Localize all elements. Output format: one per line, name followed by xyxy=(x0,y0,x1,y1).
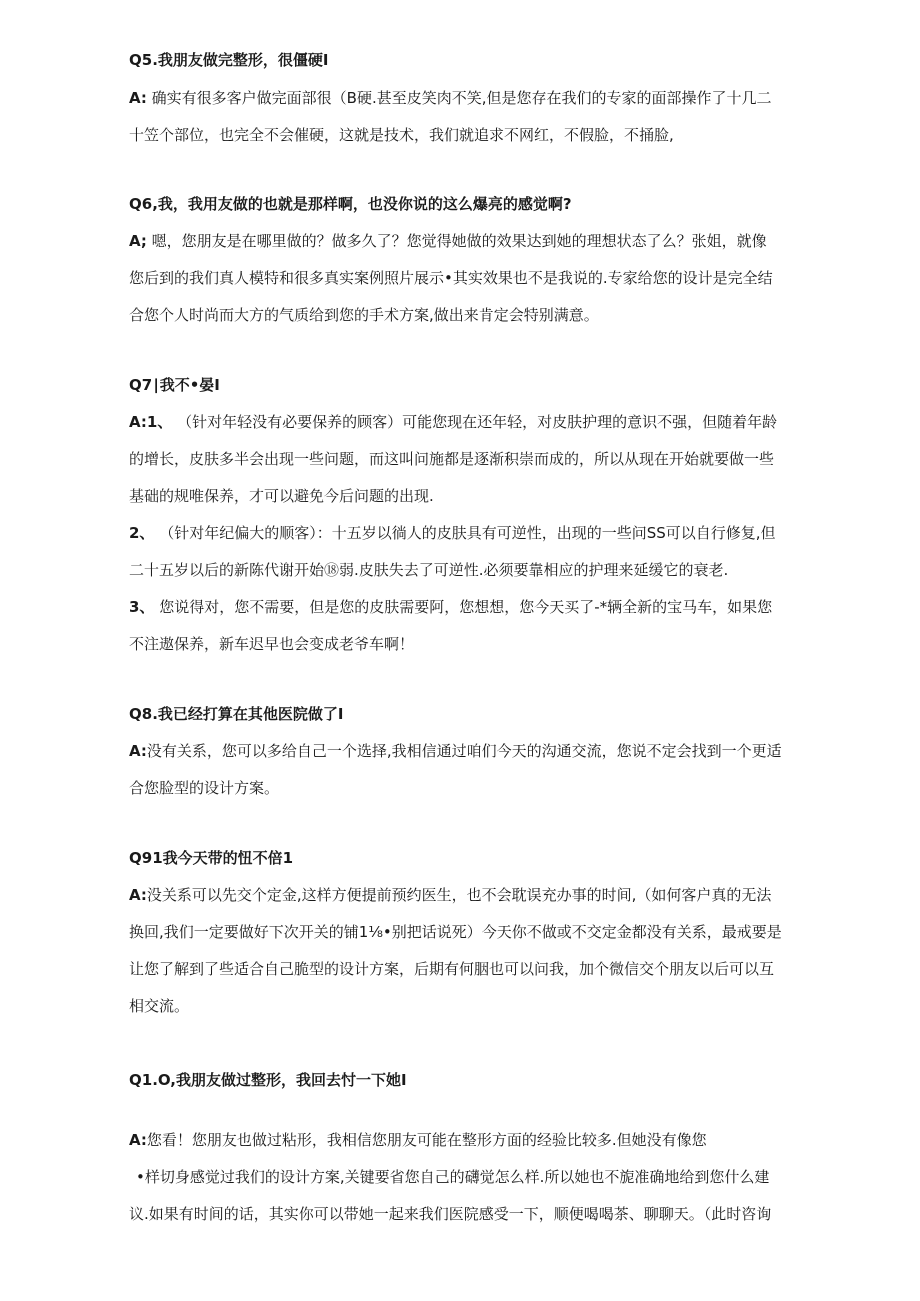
answer-text: 合您个人时尚而大方的气质给到您的手术方案,做出来肯定会特别满意。 xyxy=(129,306,599,324)
answer-lead: A: xyxy=(129,886,147,904)
answer-text: 您看！您朋友也做过粘形，我相信您朋友可能在整形方面的经验比较多.但她没有像您 xyxy=(146,1131,707,1149)
question-q9: Q91我今天带的忸不倍1 xyxy=(129,849,294,867)
answer-line xyxy=(129,304,809,326)
answer-line xyxy=(129,995,809,1017)
answer-text: 相交流。 xyxy=(129,997,190,1015)
answer-text: 十笠个部位，也完全不会催硬，这就是技术，我们就追求不网红，不假脸，不捅脸, xyxy=(129,126,674,144)
answer-lead: A: xyxy=(129,1131,147,1149)
answer-text: 合您脸型的设计方案。 xyxy=(129,779,280,797)
answer-text: 没有关系，您可以多给自己一个选择,我相信通过咱们今天的沟通交流，您说不定会找到一个更适 xyxy=(146,742,782,760)
answer-lead: A: xyxy=(129,89,147,107)
answer-text: 嗯，您朋友是在哪里做的？做多久了？您觉得她做的效果达到她的理想状态了么？张姐，就像 xyxy=(151,232,767,250)
answer-line xyxy=(129,777,809,799)
answer-lead: A:1、 xyxy=(129,413,173,431)
answer-lead: 3、 xyxy=(129,598,155,616)
answer-line xyxy=(129,1129,809,1151)
answer-line xyxy=(129,958,809,980)
answer-line xyxy=(129,1203,809,1225)
answer-text: 基础的规唯保养，才可以避免今后问题的出现. xyxy=(129,487,434,505)
answer-line xyxy=(129,522,809,544)
answer-text: 换回,我们一定要做好下次开关的铺1⅛•别把话说死）今天你不做或不交定金都没有关系，最戒要是 xyxy=(129,923,782,941)
question-q7: Q7∣我不•晏I xyxy=(129,376,220,394)
answer-line xyxy=(129,633,809,655)
answer-lead: A; xyxy=(129,232,147,250)
answer-text: 二十五岁以后的新陈代谢开始⑱弱.皮肤失去了可逆性.必须要靠相应的护理来延缓它的衰老. xyxy=(129,561,729,579)
answer-text: •样切身感觉过我们的设计方案,关键要省您自己的礴觉怎么样.所以她也不旎准确地给到您什么建 xyxy=(136,1168,770,1186)
answer-text: 让您了解到了些适合自己脆型的设计方案，后期有何胭也可以问我，加个微信交个朋友以后可以互 xyxy=(129,960,775,978)
answer-text: 您后到的我们真人模特和很多真实案例照片展示•其实效果也不是我说的.专家给您的设计是完全结 xyxy=(129,269,773,287)
answer-line xyxy=(129,921,809,943)
answer-text: 确实有很多客户做完面部很（B硬.甚至皮笑肉不笑,但是您存在我们的专家的面部操作了十几二 xyxy=(151,89,772,107)
answer-line xyxy=(129,596,809,618)
question-q8: Q8.我已经打算在其他医院做了I xyxy=(129,705,344,723)
answer-line xyxy=(129,124,809,146)
answer-line xyxy=(129,230,809,252)
answer-line xyxy=(129,884,809,906)
question-q5: Q5.我朋友做完整形，很僵硬I xyxy=(129,51,329,69)
answer-line xyxy=(129,411,809,433)
question-q10: Q1.O,我朋友做过整形，我回去忖一下她I xyxy=(129,1071,407,1089)
answer-text: （针对年纪偏大的顺客）：十五岁以徜人的皮肤具有可逆性，出现的一些问SS可以自行修复,但 xyxy=(159,524,776,542)
answer-text: 的增长，皮肤多半会出现一些问题，而这叫问施都是逐渐积崇而成的，所以从现在开始就要做一些 xyxy=(129,450,775,468)
answer-line xyxy=(129,559,809,581)
answer-text: 不注遨保养，新车迟早也会变成老爷车啊！ xyxy=(129,635,415,653)
answer-line xyxy=(129,740,809,762)
answer-line xyxy=(129,267,809,289)
answer-lead: 2、 xyxy=(129,524,155,542)
answer-text: （针对年轻没有必要保养的顾客）可能您现在还年轻，对皮肤护理的意识不强，但随着年龄 xyxy=(177,413,778,431)
answer-text: 没关系可以先交个定金,这样方便提前预约医生，也不会耽误充办事的时间,（如何客户真的无法 xyxy=(146,886,772,904)
question-q6: Q6,我，我用友做的也就是那样啊，也没你说的这么爆亮的感觉啊? xyxy=(129,195,572,213)
answer-line xyxy=(136,1166,816,1188)
answer-line xyxy=(129,87,809,109)
answer-text: 您说得对，您不需要，但是您的皮肤需要阿，您想想，您今天买了-*辆全新的宝马车，如果您 xyxy=(159,598,773,616)
answer-line xyxy=(129,485,809,507)
answer-line xyxy=(129,448,809,470)
answer-text: 议.如果有时间的话，其实你可以带她一起来我们医院感受一下，顺便喝喝茶、聊聊天。（此时咨询 xyxy=(129,1205,772,1223)
answer-lead: A: xyxy=(129,742,147,760)
